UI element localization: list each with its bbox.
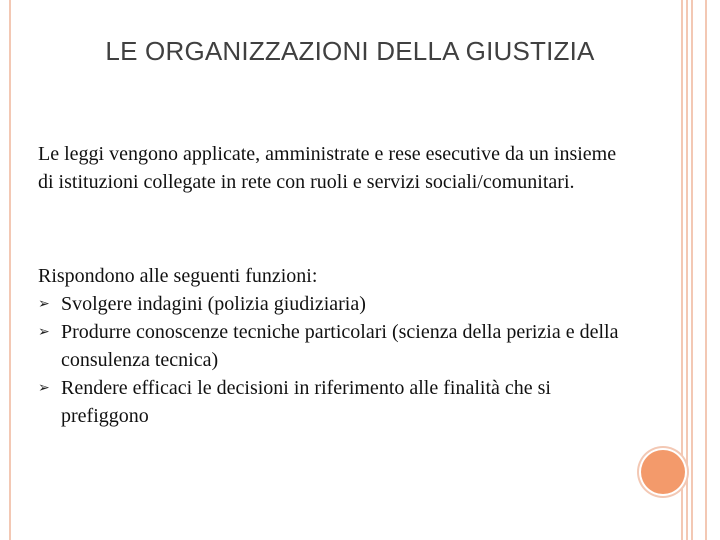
list-item <box>38 374 628 430</box>
frame-left-line <box>9 0 11 540</box>
arrow-bullet-icon: ➢ <box>38 380 50 396</box>
frame-right-line <box>691 0 693 540</box>
arrow-bullet-icon: ➢ <box>38 324 50 340</box>
list-item-text: Svolgere indagini (polizia giudiziaria) <box>61 293 366 315</box>
decorative-circle-icon <box>641 450 685 494</box>
slide-title: LE ORGANIZZAZIONI DELLA GIUSTIZIA <box>105 36 595 66</box>
frame-right-line <box>686 0 688 540</box>
list-item-text: Rendere efficaci le decisioni in riferimento alle finalità che si prefiggono <box>61 377 551 427</box>
frame-right-line <box>705 0 707 540</box>
functions-intro: Rispondono alle seguenti funzioni: <box>38 265 318 287</box>
list-item <box>38 290 628 318</box>
functions-block <box>38 262 628 430</box>
paragraph-intro: Le leggi vengono applicate, amministrate e rese esecutive da un insieme di istituzioni collegate in rete con ruoli e servizi sociali/comunitari. <box>38 143 617 193</box>
functions-list <box>38 290 628 430</box>
list-item <box>38 318 628 374</box>
arrow-bullet-icon: ➢ <box>38 296 50 312</box>
list-item-text: Produrre conoscenze tecniche particolari (scienza della perizia e della consulenza tecnica) <box>61 321 619 371</box>
